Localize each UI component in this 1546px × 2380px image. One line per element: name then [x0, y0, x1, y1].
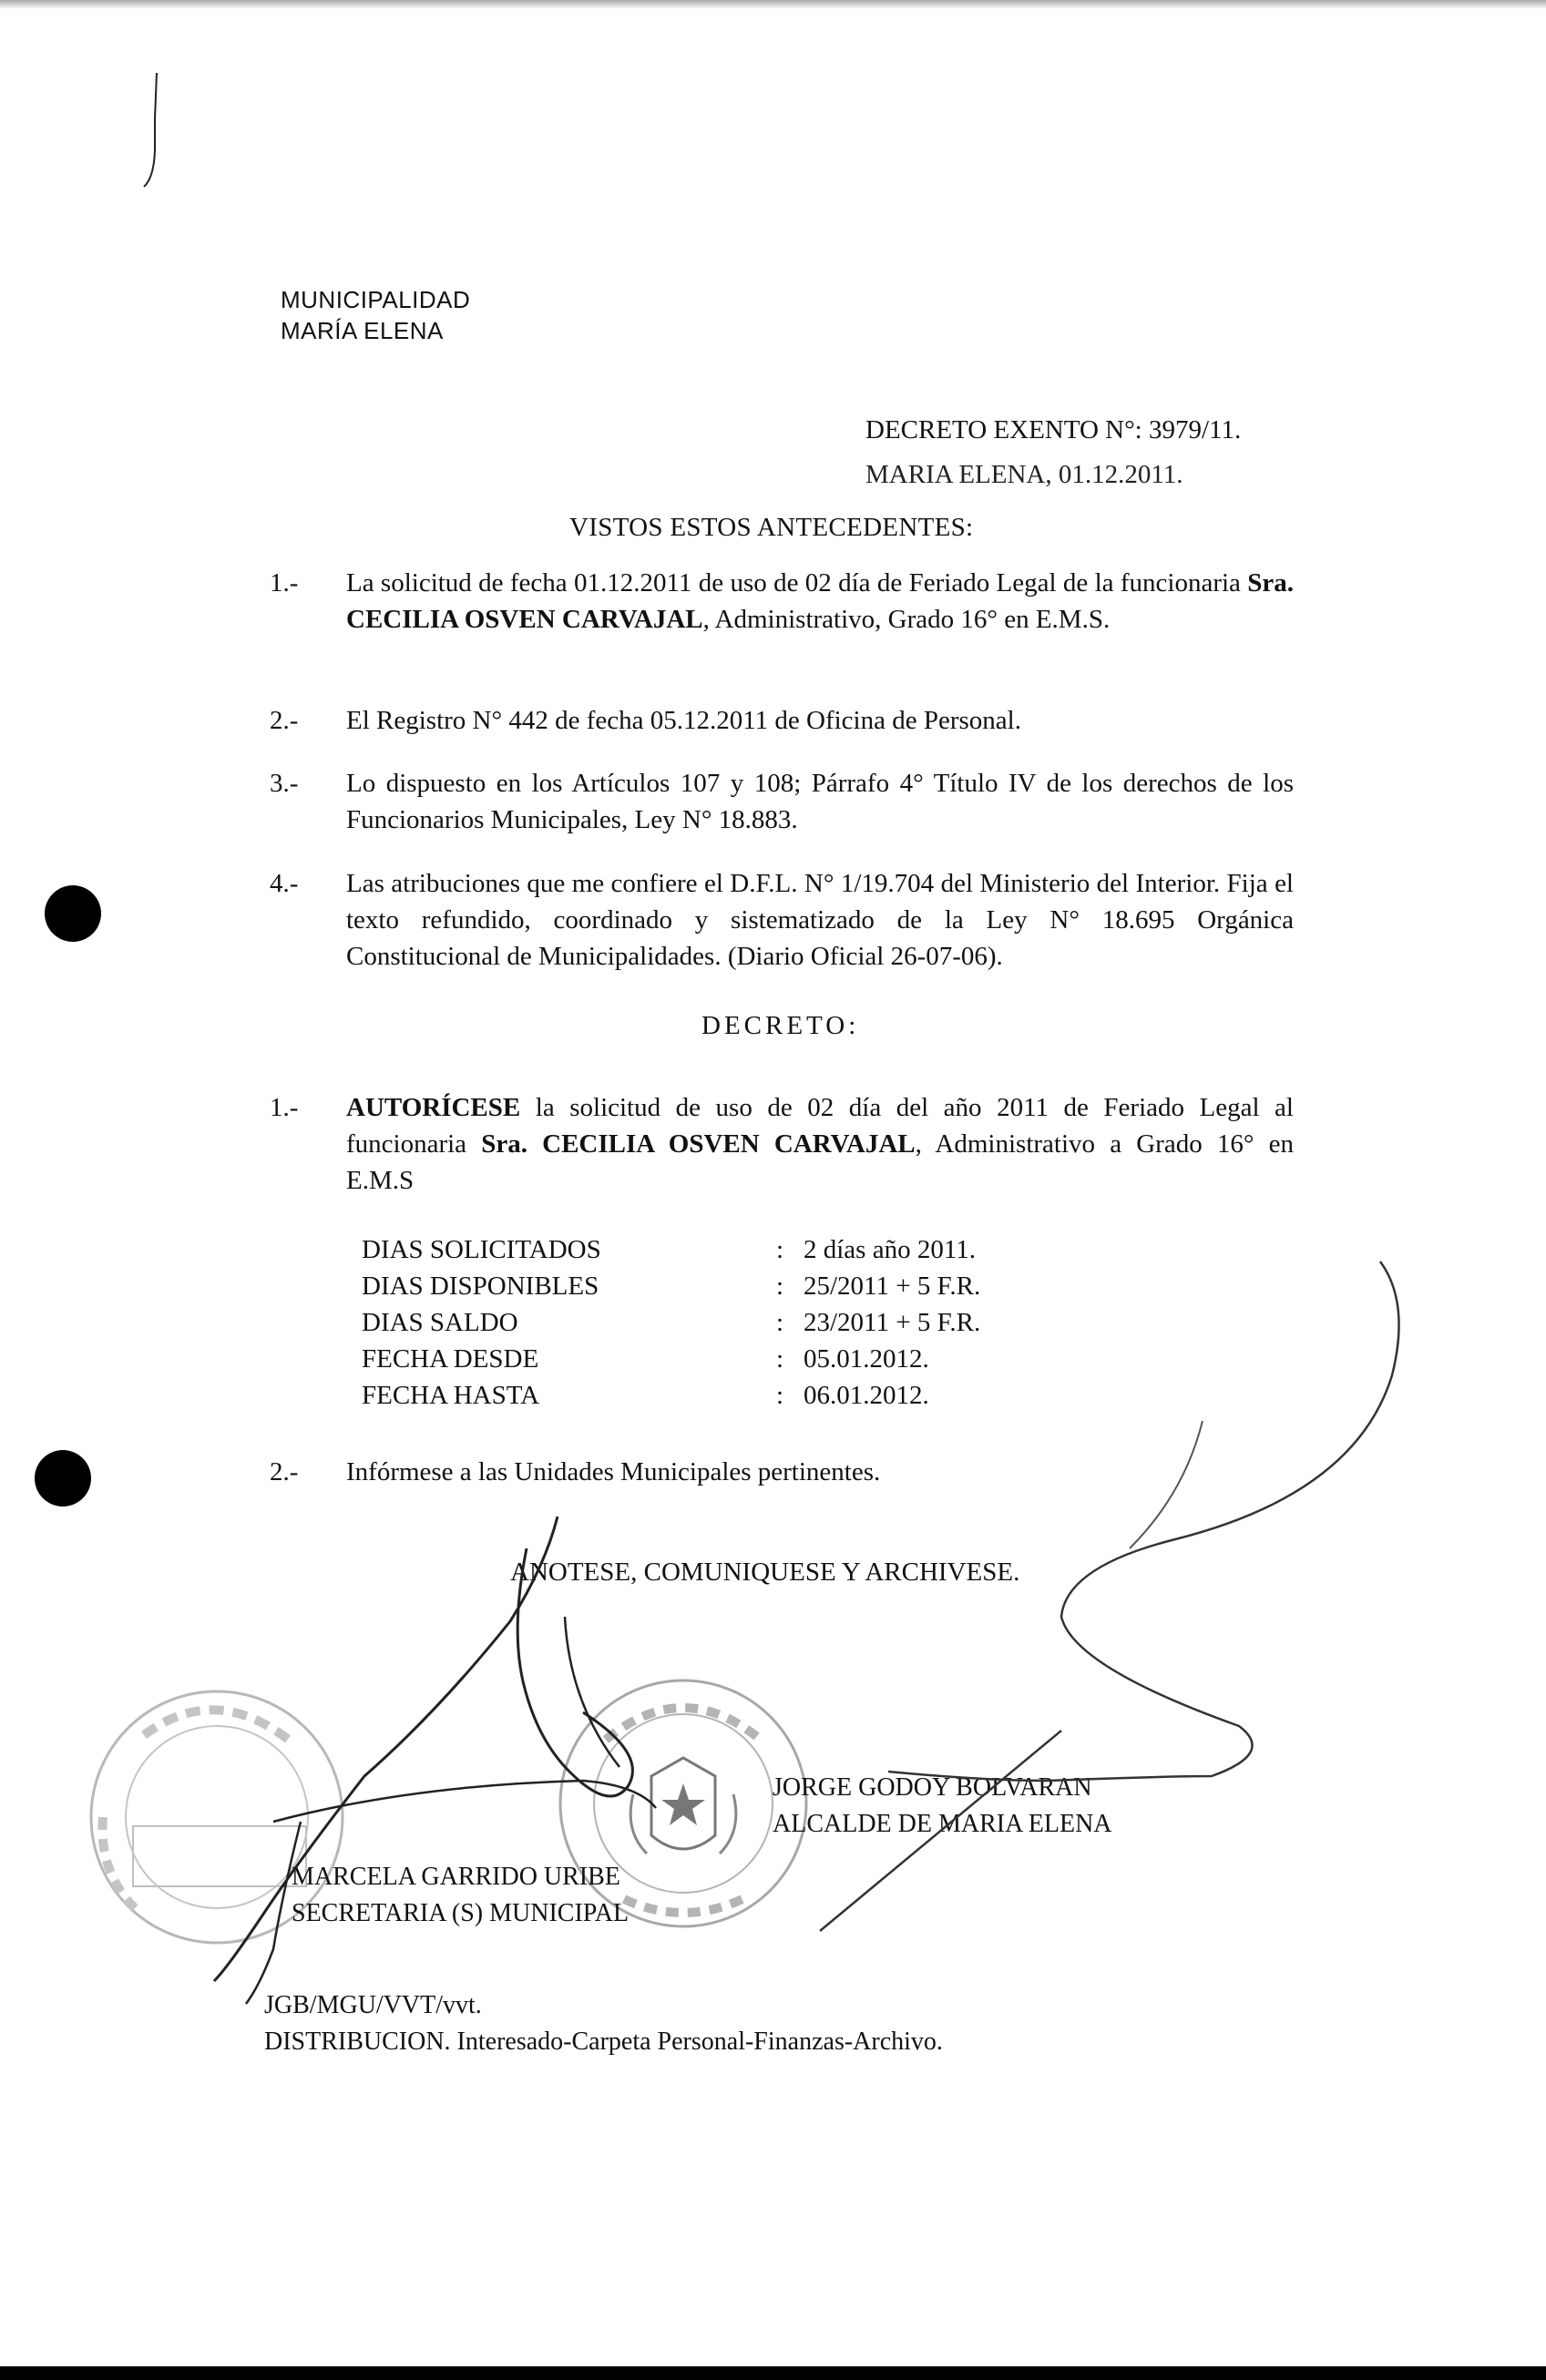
row-colon: :: [776, 1272, 784, 1301]
employee-name: Sra. CECILIA OSVEN CARVAJAL: [481, 1129, 916, 1159]
item-text: Las atribuciones que me confiere el D.F.L. N° 1/19.704 del Ministerio del Interior. Fija el texto refundido, coordinado y sistematizado de la Ley N° 18.695 Orgánica Constitucional de Municipalidades. (Diario Oficial 26-07-06).: [346, 869, 1294, 971]
distribution-line: DISTRIBUCION. Interesado-Carpeta Personal-Finanzas-Archivo.: [264, 2028, 943, 2056]
item-number: 2.-: [270, 1457, 299, 1486]
row-value: 06.01.2012.: [804, 1381, 929, 1410]
row-label: DIAS SALDO: [362, 1308, 518, 1337]
header-line-2: MARÍA ELENA: [281, 317, 444, 344]
employee-name: Sra. CECILIA OSVEN CARVAJAL: [346, 568, 1294, 634]
mayor-name: JORGE GODOY BOLVARAN: [773, 1773, 1092, 1802]
distribution-block: [264, 1987, 943, 2060]
initials-line: JGB/MGU/VVT/vvt.: [264, 1991, 482, 2019]
item-number: 2.-: [270, 706, 299, 735]
item-number: 3.-: [270, 769, 299, 798]
vistos-heading: VISTOS ESTOS ANTECEDENTES:: [569, 513, 974, 542]
mayor-title: ALCALDE DE MARIA ELENA: [773, 1810, 1112, 1838]
item-number: 4.-: [270, 869, 299, 898]
closing-formula: ANOTESE, COMUNIQUESE Y ARCHIVESE.: [510, 1558, 1020, 1587]
item-text: Lo dispuesto en los Artículos 107 y 108; Párrafo 4° Título IV de los derechos de los Funcionarios Municipales, Ley N° 18.883.: [346, 769, 1294, 834]
item-text: El Registro N° 442 de fecha 05.12.2011 de Oficina de Personal.: [346, 706, 1021, 735]
row-value: 2 días año 2011.: [804, 1235, 977, 1264]
scan-bottom-edge: [0, 2366, 1546, 2380]
authorize-keyword: AUTORÍCESE: [346, 1093, 521, 1122]
decree-number: DECRETO EXENTO N°: 3979/11.: [865, 415, 1242, 444]
row-colon: :: [776, 1344, 784, 1374]
secretary-title: SECRETARIA (S) MUNICIPAL: [292, 1899, 630, 1927]
row-colon: :: [776, 1235, 784, 1264]
row-label: DIAS DISPONIBLES: [362, 1272, 599, 1301]
item-text: la solicitud de uso de 02 día del año 2011 de Feriado Legal al funcionaria: [346, 1093, 1294, 1159]
decreto-heading: DECRETO:: [701, 1011, 860, 1040]
row-label: FECHA HASTA: [362, 1381, 540, 1410]
item-text: Infórmese a las Unidades Municipales pertinentes.: [346, 1457, 881, 1486]
item-text: , Administrativo a Grado 16° en E.M.S: [346, 1129, 1294, 1195]
row-value: 23/2011 + 5 F.R.: [804, 1308, 981, 1337]
item-text: , Administrativo, Grado 16° en E.M.S.: [702, 605, 1111, 634]
decree-place-date: MARIA ELENA, 01.12.2011.: [865, 460, 1183, 489]
row-value: 25/2011 + 5 F.R.: [804, 1272, 981, 1301]
row-label: FECHA DESDE: [362, 1344, 539, 1374]
item-number: 1.-: [270, 568, 299, 598]
item-text: La solicitud de fecha 01.12.2011 de uso de 02 día de Feriado Legal de la funcionaria: [346, 568, 1248, 598]
row-value: 05.01.2012.: [804, 1344, 929, 1374]
header-line-1: MUNICIPALIDAD: [281, 286, 471, 313]
row-colon: :: [776, 1381, 784, 1410]
row-colon: :: [776, 1308, 784, 1337]
secretary-name: MARCELA GARRIDO URIBE: [292, 1863, 620, 1891]
item-number: 1.-: [270, 1093, 299, 1122]
row-label: DIAS SOLICITADOS: [362, 1235, 601, 1264]
